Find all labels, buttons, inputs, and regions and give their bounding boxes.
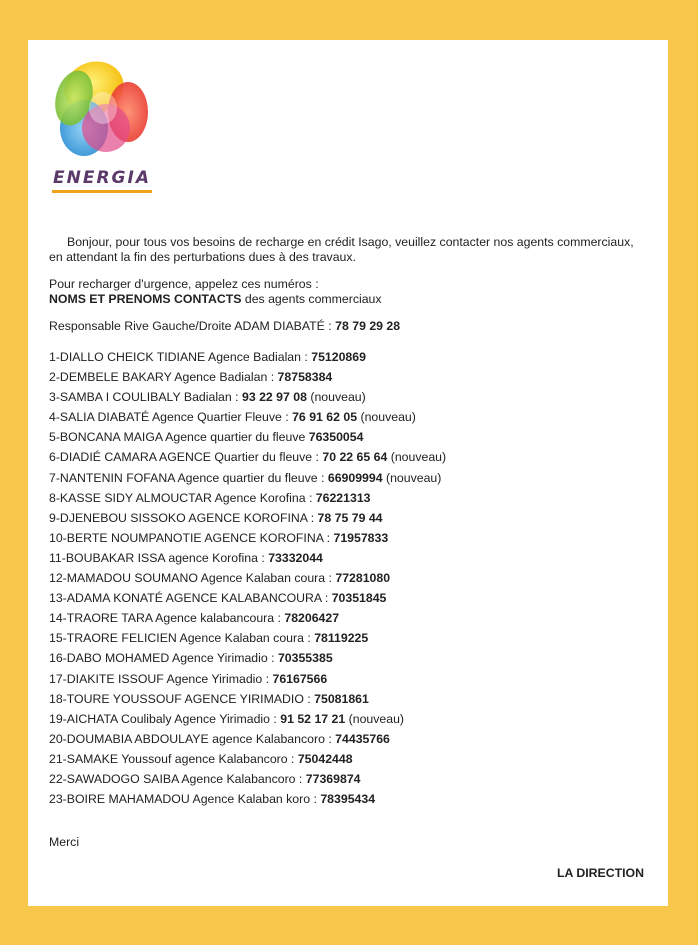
list-item <box>49 447 649 467</box>
list-item <box>49 367 649 387</box>
list-item <box>49 548 649 568</box>
responsible-line <box>49 319 649 334</box>
agent-phone: 76221313 <box>315 490 371 505</box>
agent-phone: 73332044 <box>268 550 323 565</box>
list-item <box>49 488 649 508</box>
agent-note: (nouveau) <box>387 450 447 465</box>
list-item <box>49 709 649 729</box>
agent-note: (nouveau) <box>345 711 405 726</box>
agent-label: 9-DJENEBOU SISSOKO AGENCE KOROFINA : <box>49 510 318 525</box>
list-header <box>49 292 649 307</box>
responsible-phone: 78 79 29 28 <box>335 319 401 333</box>
list-header-rest: des agents commerciaux <box>241 292 382 306</box>
agent-label: 13-ADAMA KONATÉ AGENCE KALABANCOURA : <box>49 591 332 606</box>
agent-label: 5-BONCANA MAIGA Agence quartier du fleuve <box>49 430 309 445</box>
list-item <box>49 407 649 427</box>
agent-phone: 75042448 <box>297 751 353 766</box>
signature: LA DIRECTION <box>557 866 644 880</box>
agent-phone: 75120869 <box>311 350 366 364</box>
list-item <box>49 508 649 528</box>
urgency-line: Pour recharger d'urgence, appelez ces numéros : <box>49 277 319 291</box>
agent-label: 17-DIAKITE ISSOUF Agence Yirimadio : <box>49 671 273 686</box>
agent-label: 12-MAMADOU SOUMANO Agence Kalaban coura : <box>49 571 336 586</box>
agent-phone: 74435766 <box>335 731 390 746</box>
list-item <box>49 749 649 769</box>
agent-phone: 66909994 <box>327 470 383 485</box>
list-item <box>49 387 649 407</box>
list-header-bold: NOMS ET PRENOMS CONTACTS <box>49 292 242 306</box>
agent-phone: 78395434 <box>320 792 376 807</box>
list-item <box>49 468 649 488</box>
agent-label: 18-TOURE YOUSSOUF AGENCE YIRIMADIO : <box>49 691 315 706</box>
agent-label: 2-DEMBELE BAKARY Agence Badialan : <box>49 370 278 385</box>
agent-label: 6-DIADIÉ CAMARA AGENCE Quartier du fleuve : <box>49 450 323 465</box>
agent-label: 22-SAWADOGO SAIBA Agence Kalabancoro : <box>49 771 306 786</box>
list-item <box>49 648 649 668</box>
energia-logo <box>48 50 158 190</box>
list-item <box>49 729 649 749</box>
agent-phone: 77369874 <box>305 771 361 786</box>
agent-phone: 78 75 79 44 <box>317 510 383 525</box>
closing-text: Merci <box>49 835 80 849</box>
agent-phone: 78119225 <box>314 631 369 646</box>
agent-label: 11-BOUBAKAR ISSA agence Korofina : <box>49 550 269 565</box>
logo-wordmark: ENERGIA <box>53 168 151 188</box>
responsible-label: Responsable Rive Gauche/Droite ADAM DIABATÉ : <box>49 319 336 333</box>
agent-label: 4-SALIA DIABATÉ Agence Quartier Fleuve : <box>49 410 293 425</box>
agent-phone: 70351845 <box>331 591 387 606</box>
list-item <box>49 669 649 689</box>
logo-underline <box>52 190 152 193</box>
list-item <box>49 789 649 809</box>
agent-phone: 75081861 <box>314 691 369 706</box>
agent-label: 23-BOIRE MAHAMADOU Agence Kalaban koro : <box>49 792 321 807</box>
agent-label: 10-BERTE NOUMPANOTIE AGENCE KOROFINA : <box>49 530 334 545</box>
agent-phone: 76167566 <box>272 671 328 686</box>
agent-phone: 70 22 65 64 <box>322 450 388 465</box>
list-item <box>49 689 649 709</box>
agent-phone: 91 52 17 21 <box>280 711 346 726</box>
list-item <box>49 427 649 447</box>
agent-label: 21-SAMAKE Youssouf agence Kalabancoro : <box>49 751 298 766</box>
agent-phone: 76350054 <box>308 430 364 445</box>
agent-phone: 76 91 62 05 <box>292 410 358 425</box>
energia-logo-mark <box>48 50 158 170</box>
agent-phone: 70355385 <box>277 651 333 666</box>
agent-label: 16-DABO MOHAMED Agence Yirimadio : <box>49 651 278 666</box>
urgency-block <box>49 277 649 307</box>
list-item <box>49 769 649 789</box>
agent-label: 1-DIALLO CHEICK TIDIANE Agence Badialan : <box>49 350 312 364</box>
agent-note: (nouveau) <box>357 410 416 425</box>
document-page <box>28 40 668 906</box>
agent-phone: 78758384 <box>277 370 333 385</box>
agent-label: 20-DOUMABIA ABDOULAYE agence Kalabancoro : <box>49 731 336 746</box>
agent-note: (nouveau) <box>382 470 442 485</box>
list-item <box>49 628 649 648</box>
agent-list <box>49 347 649 809</box>
list-item <box>49 608 649 628</box>
agent-label: 14-TRAORE TARA Agence kalabancoura : <box>49 611 285 626</box>
list-item <box>49 528 649 548</box>
intro-paragraph: Bonjour, pour tous vos besoins de recharge en crédit Isago, veuillez contacter nos agents commerciaux, en attendant la fin des perturbations dues à des travaux. <box>49 235 634 264</box>
message-body <box>49 235 649 809</box>
agent-phone: 93 22 97 08 <box>241 390 307 405</box>
agent-phone: 71957833 <box>333 530 389 545</box>
agent-label: 15-TRAORE FELICIEN Agence Kalaban coura : <box>49 631 315 646</box>
list-item <box>49 347 649 367</box>
agent-note: (nouveau) <box>306 390 366 405</box>
agent-label: 8-KASSE SIDY ALMOUCTAR Agence Korofina : <box>49 490 316 505</box>
list-item <box>49 588 649 608</box>
agent-label: 7-NANTENIN FOFANA Agence quartier du fleuve : <box>49 470 328 485</box>
agent-label: 19-AICHATA Coulibaly Agence Yirimadio : <box>49 711 281 726</box>
agent-label: 3-SAMBA I COULIBALY Badialan : <box>49 390 242 405</box>
agent-phone: 77281080 <box>335 571 391 586</box>
list-item <box>49 568 649 588</box>
agent-phone: 78206427 <box>284 611 340 626</box>
